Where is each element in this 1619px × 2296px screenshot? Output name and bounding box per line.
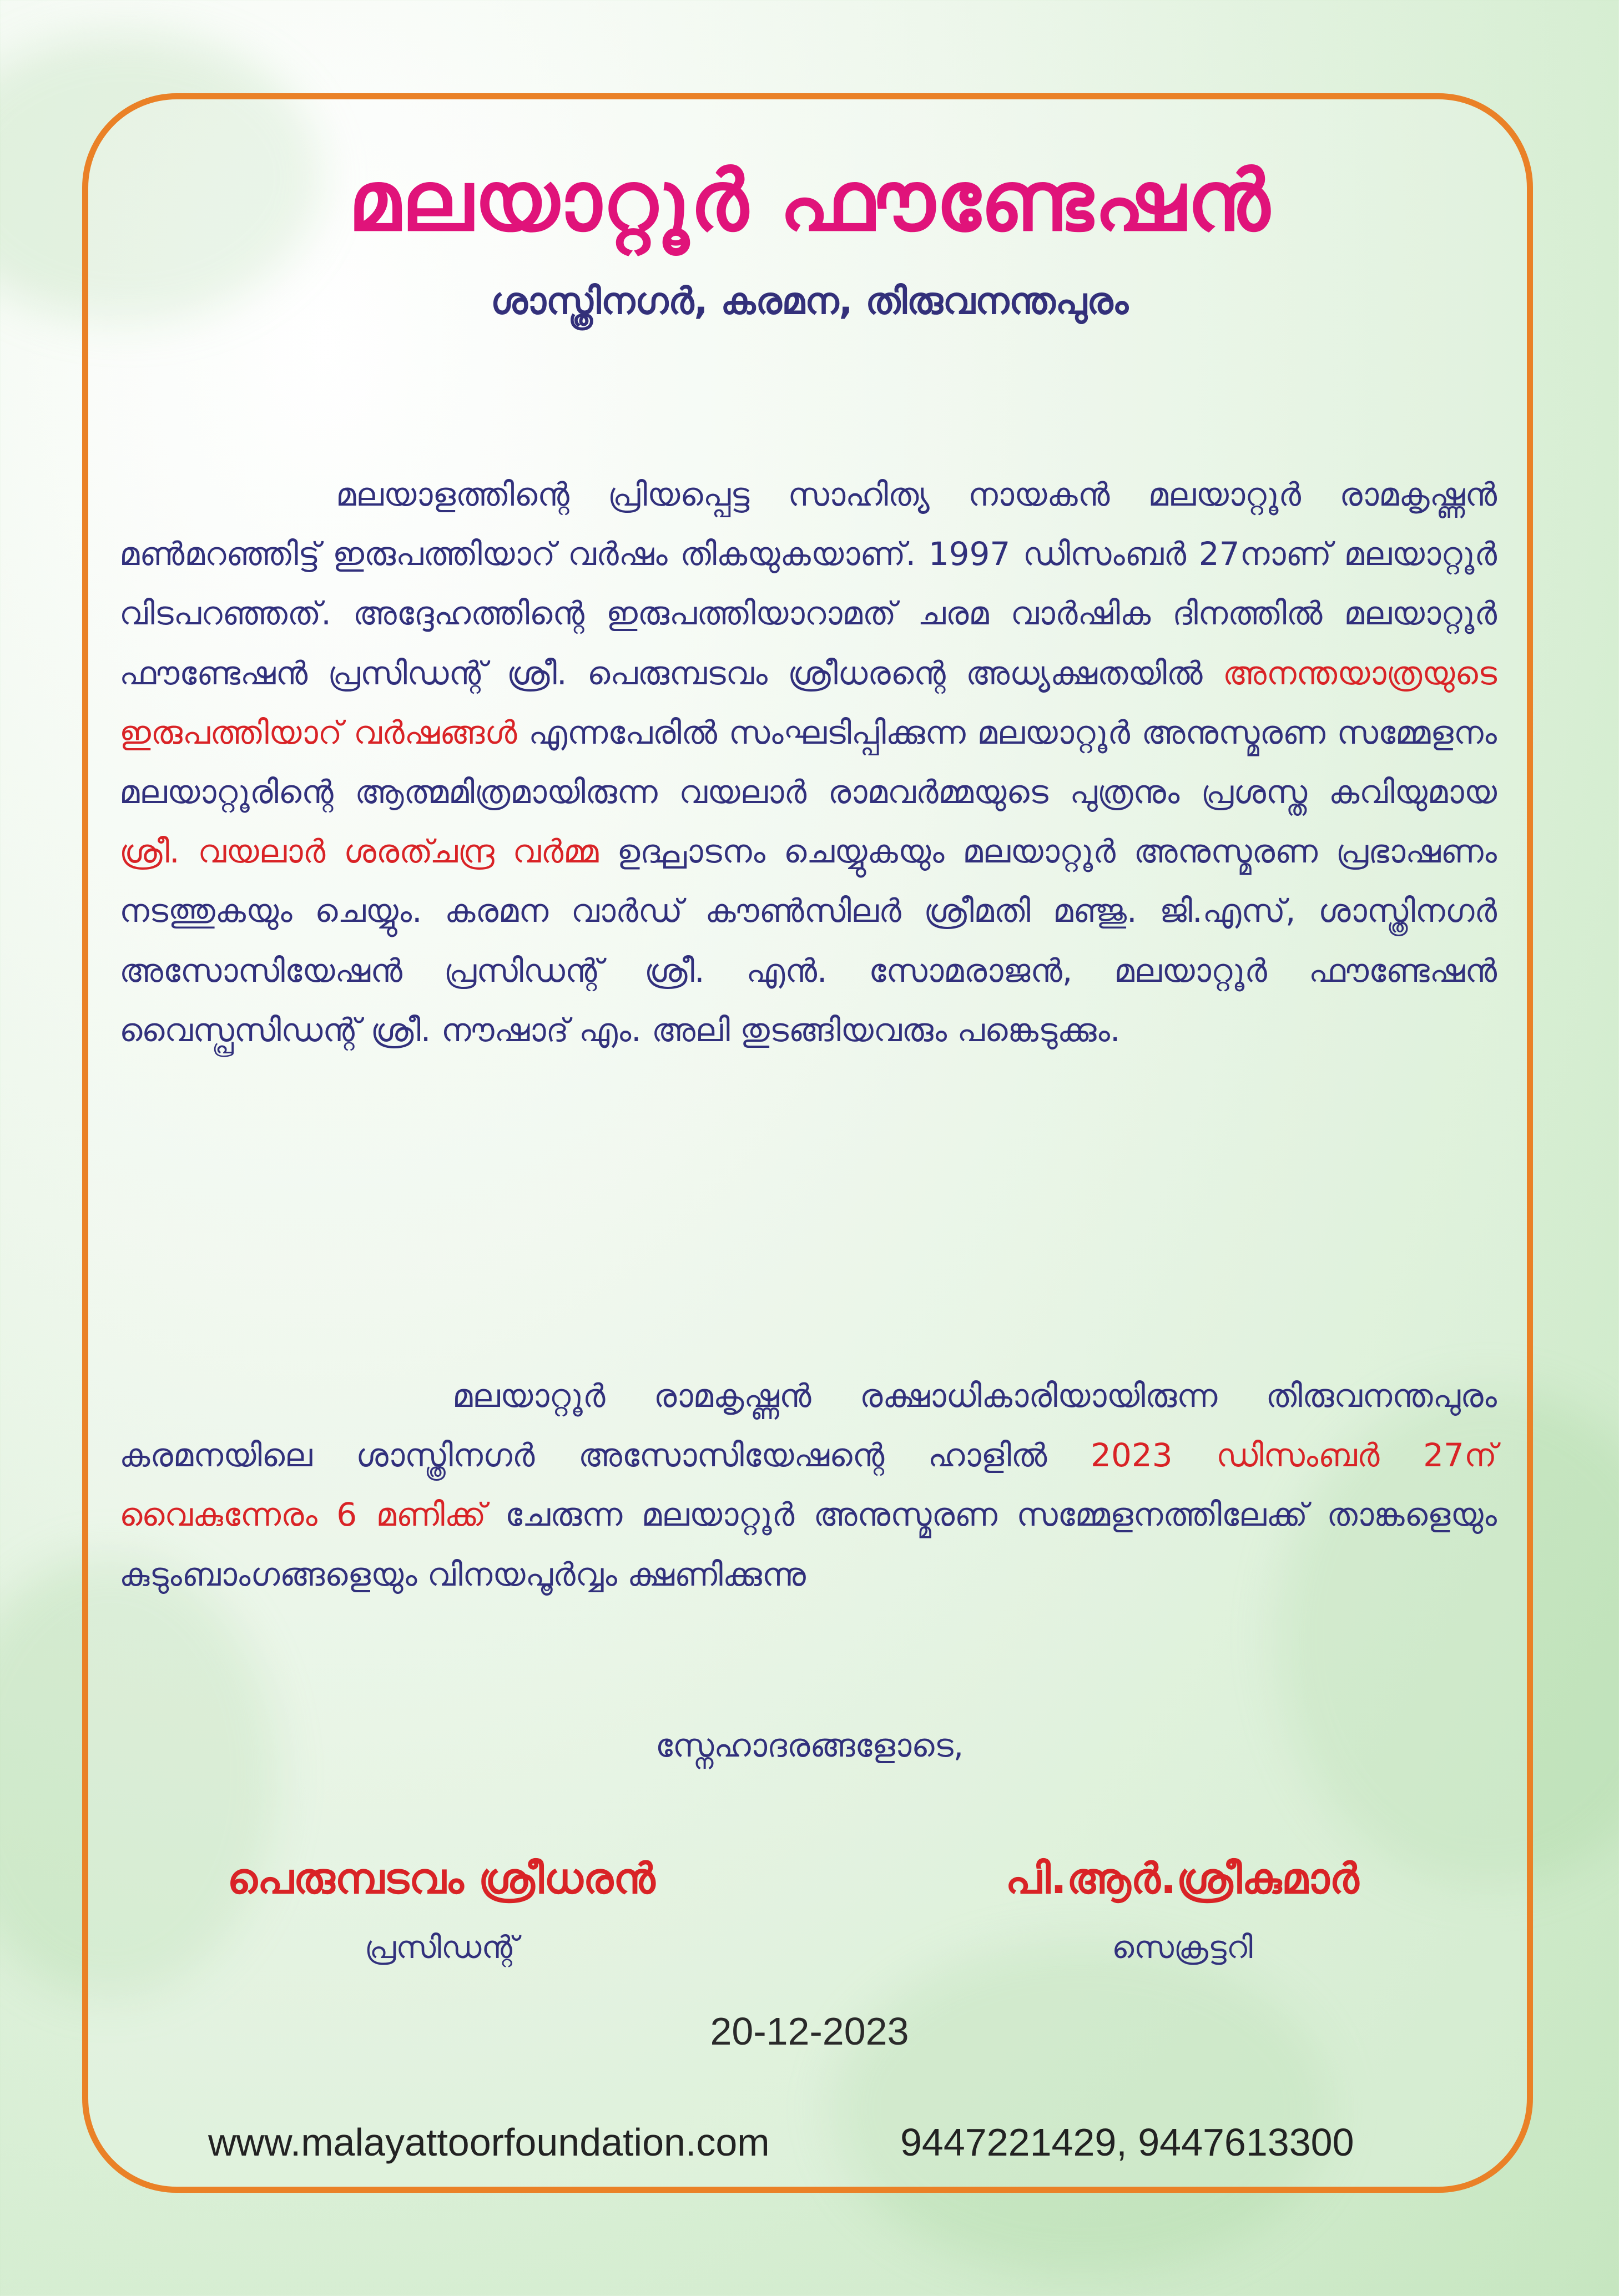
invitation-date: 20-12-2023 <box>710 2010 909 2053</box>
event-name-highlight: അനന്തയാത്രയുടെ ഇരുപത്തിയാറ് വർഷങ്ങൾ <box>119 654 1497 751</box>
president-name: പെരുമ്പടവം ശ്രീധരൻ <box>227 1854 655 1903</box>
contact-phones: 9447221429, 9447613300 <box>900 2121 1354 2164</box>
closing-salutation: സ്നേഹാദരങ്ങളോടെ, <box>655 1727 964 1764</box>
paragraph-text: എന്നപേരിൽ സംഘടിപ്പിക്കുന്ന മലയാറ്റൂർ അനുസ്മരണ സമ്മേളനം മലയാറ്റൂരിന്റെ ആത്മമിത്രമായിരുന്ന വയലാർ രാമവർമ്മയുടെ പുത്രനും പ്രശസ്ത കവിയുമായ <box>119 713 1497 811</box>
event-datetime-highlight: 2023 ഡിസംബർ 27ന് വൈകുന്നേരം 6 മണിക്ക് <box>119 1436 1497 1534</box>
president-role: പ്രസിഡന്റ് <box>364 1930 518 1966</box>
paragraph-text: മലയാറ്റൂർ രാമകൃഷ്ണൻ രക്ഷാധികാരിയായിരുന്ന തിരുവനന്തപുരം കരമനയിലെ ശാസ്ത്രിനഗർ അസോസിയേഷന്റെ ഹാളിൽ <box>119 1377 1497 1475</box>
page-title: മലയാറ്റൂർ ഫൗണ്ടേഷൻ <box>348 153 1271 250</box>
invitation-paragraph-1 <box>119 465 1497 1060</box>
paragraph-text: ഉദ്ഘാടനം ചെയ്യുകയും മലയാറ്റൂർ അനുസ്മരണ പ്രഭാഷണം നടത്തുകയും ചെയ്യും. കരമന വാർഡ് കൗൺസിലർ ശ്രീമതി മഞ്ജു. ജി.എസ്, ശാസ്ത്രിനഗർ അസോസിയേഷൻ പ്രസിഡന്റ് ശ്രീ. എൻ. സോമരാജൻ, മലയാറ്റൂർ ഫൗണ്ടേഷൻ വൈസ്പ്രസിഡന്റ് ശ്രീ. നൗഷാദ് എം. അലി തുടങ്ങിയവരും പങ്കെടുക്കും. <box>119 832 1497 1049</box>
paragraph-text: ചേരുന്ന മലയാറ്റൂർ അനുസ്മരണ സമ്മേളനത്തിലേക്ക് താങ്കളെയും കുടുംബാംഗങ്ങളെയും വിനയപൂർവ്വം ക്ഷണിക്കുന്നു <box>119 1496 1497 1593</box>
paragraph-text: മലയാളത്തിന്റെ പ്രിയപ്പെട്ട സാഹിത്യ നായകൻ മലയാറ്റൂർ രാമകൃഷ്ണൻ മൺമറഞ്ഞിട്ട് ഇരുപത്തിയാറ് വർഷം തികയുകയാണ്. 1997 ഡിസംബർ 27നാണ് മലയാറ്റൂർ വിടപറഞ്ഞത്. അദ്ദേഹത്തിന്റെ ഇരുപത്തിയാറാമത് ചരമ വാർഷിക ദിനത്തിൽ മലയാറ്റൂർ ഫൗണ്ടേഷൻ പ്രസിഡന്റ് ശ്രീ. പെരുമ്പടവം ശ്രീധരന്റെ അധ്യക്ഷതയിൽ <box>119 476 1497 692</box>
address-subtitle: ശാസ്ത്രിനഗർ, കരമന, തിരുവനന്തപുരം <box>490 280 1129 322</box>
inaugurator-highlight: ശ്രീ. വയലാർ ശരത്ചന്ദ്ര വർമ്മ <box>119 832 599 871</box>
website-link[interactable]: www.malayattoorfoundation.com <box>208 2121 770 2164</box>
invitation-paragraph-2 <box>119 1366 1497 1604</box>
secretary-name: പി.ആർ.ശ്രീകുമാർ <box>1005 1854 1359 1903</box>
secretary-role: സെക്രട്ടറി <box>1112 1930 1253 1966</box>
